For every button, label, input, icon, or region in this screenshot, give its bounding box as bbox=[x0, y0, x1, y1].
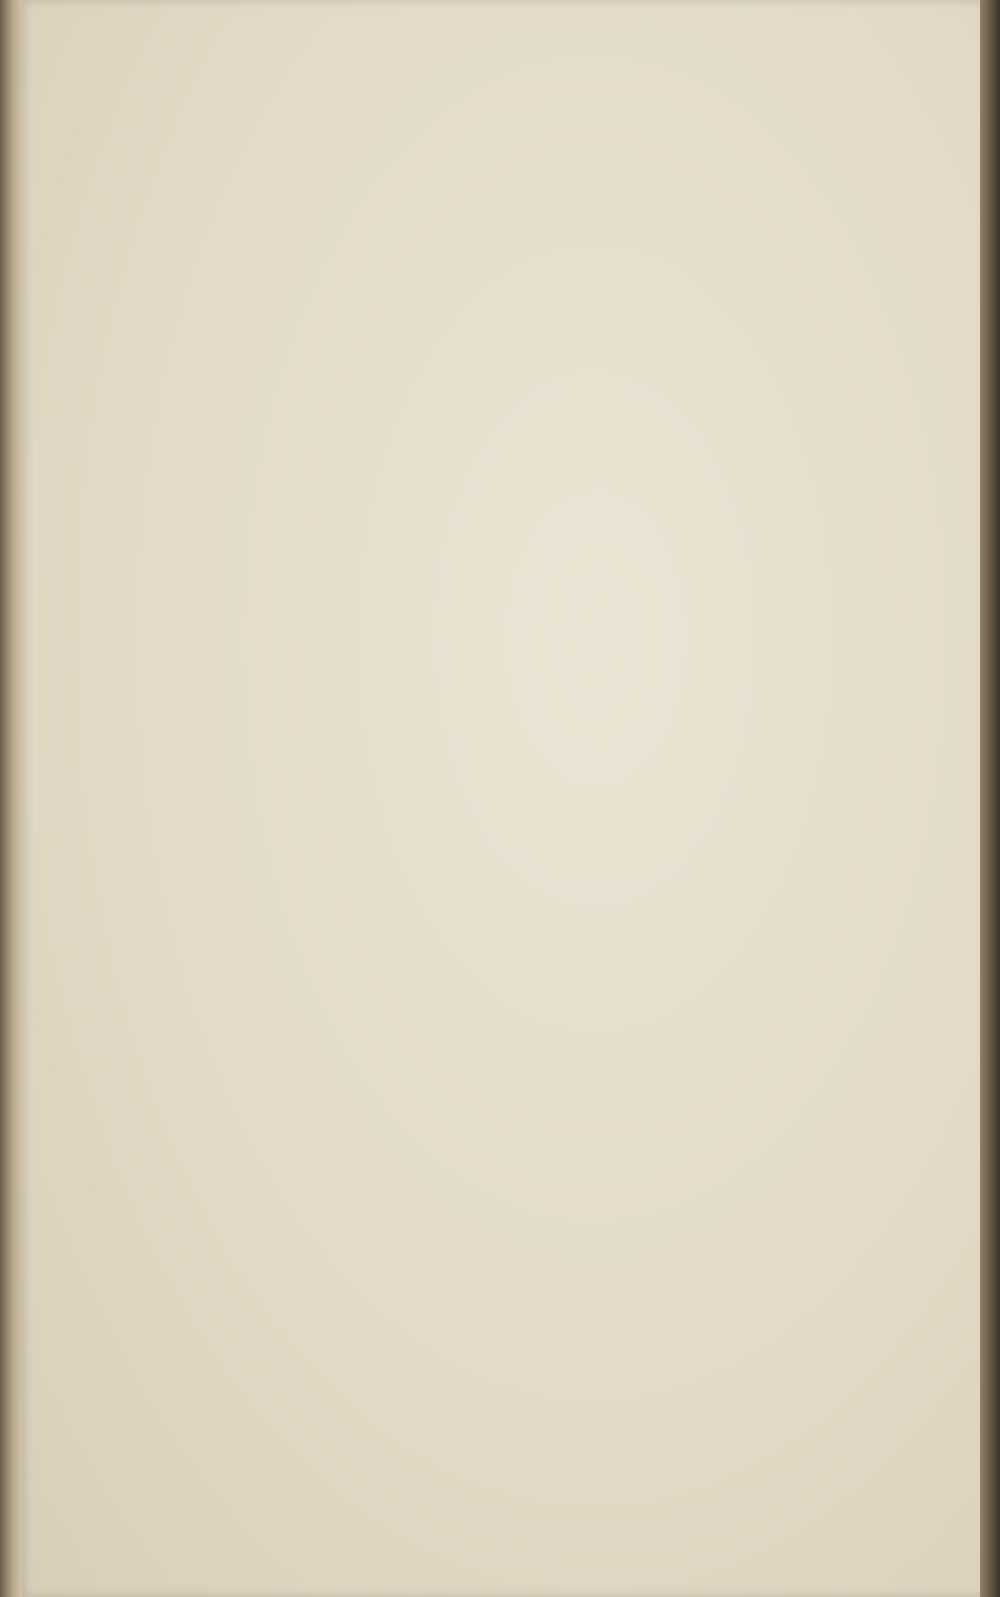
binding-edge bbox=[0, 0, 22, 1597]
page-edge bbox=[980, 0, 1000, 1597]
page-paper bbox=[18, 0, 980, 1597]
running-head bbox=[50, 70, 900, 96]
